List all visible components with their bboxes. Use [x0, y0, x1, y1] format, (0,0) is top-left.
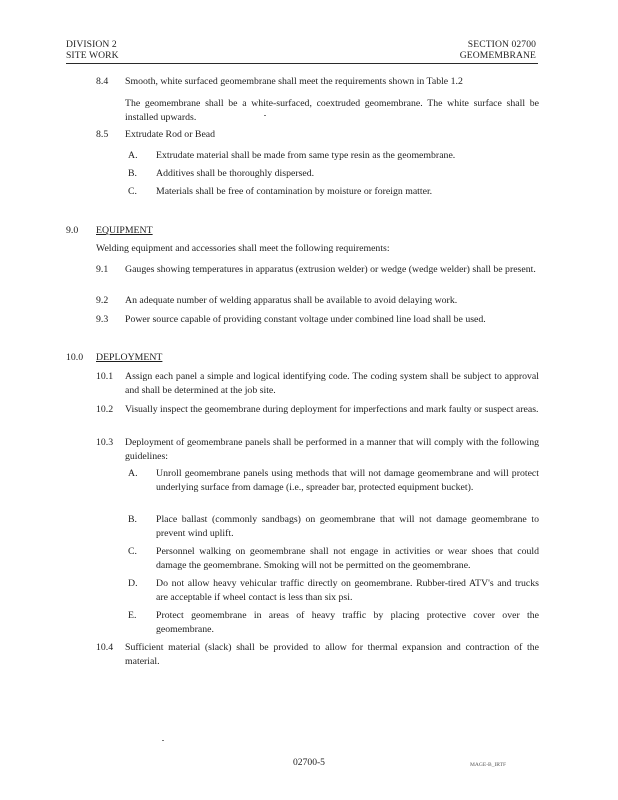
item-9-1-number: 9.1	[96, 264, 109, 275]
item-8-5-b-letter: B.	[128, 168, 137, 179]
section-9-title: EQUIPMENT	[96, 225, 153, 236]
item-10-3-number: 10.3	[96, 437, 114, 448]
item-8-5-a-letter: A.	[128, 150, 138, 161]
guideline-a-text: Unroll geomembrane panels using methods that will not damage geomembrane and will protect underlying surface from damage (i.e., spreader bar, protected equipment bucket).	[156, 468, 539, 493]
guideline-d-text: Do not allow heavy vehicular traffic directly on geomembrane. Rubber-tired ATV's and trucks are acceptable if wheel contact is less than six psi.	[156, 578, 539, 603]
division-label: DIVISION 2	[66, 39, 117, 50]
item-10-1-text: Assign each panel a simple and logical identifying code. The coding system shall be subject to approval and shall be determined at the job site.	[125, 371, 539, 396]
page-number: 02700-5	[293, 757, 325, 768]
item-10-3-text: Deployment of geomembrane panels shall be performed in a manner that will comply with the following guidelines:	[125, 437, 539, 462]
item-8-4-paragraph: The geomembrane shall be a white-surfaced, coextruded geomembrane. The white surface shall be installed upwards.	[125, 98, 539, 123]
item-9-1-text: Gauges showing temperatures in apparatus (extrusion welder) or wedge (wedge welder) shall be present.	[125, 264, 536, 275]
item-9-2-text: An adequate number of welding apparatus shall be available to avoid delaying work.	[125, 295, 458, 306]
item-8-4-number: 8.4	[96, 76, 109, 87]
item-10-2-text: Visually inspect the geomembrane during deployment for imperfections and mark faulty or suspect areas.	[125, 404, 539, 415]
file-id: MAGE-B_IRTF	[470, 762, 507, 768]
section-subject: GEOMEMBRANE	[459, 50, 536, 61]
section-9-number: 9.0	[66, 225, 79, 236]
item-10-2-number: 10.2	[96, 404, 114, 415]
header-rule	[66, 63, 538, 64]
site-work-label: SITE WORK	[66, 50, 119, 61]
guideline-c-letter: C.	[128, 546, 137, 557]
section-number: SECTION 02700	[467, 39, 536, 50]
guideline-a-letter: A.	[128, 468, 138, 479]
item-10-4-text: Sufficient material (slack) shall be provided to allow for thermal expansion and contraction of the material.	[125, 642, 539, 667]
item-8-5-b-text: Additives shall be thoroughly dispersed.	[156, 168, 315, 179]
guideline-e-text: Protect geomembrane in areas of heavy traffic by placing protective cover over the geomembrane.	[156, 610, 539, 635]
item-10-4-number: 10.4	[96, 642, 114, 653]
guideline-e-letter: E.	[128, 610, 137, 621]
item-9-3-number: 9.3	[96, 314, 109, 325]
item-8-5-title: Extrudate Rod or Bead	[125, 129, 216, 140]
section-9-intro: Welding equipment and accessories shall meet the following requirements:	[96, 243, 390, 254]
item-8-5-c-text: Materials shall be free of contamination by moisture or foreign matter.	[156, 186, 433, 197]
guideline-d-letter: D.	[128, 578, 138, 589]
item-9-3-text: Power source capable of providing constant voltage under combined line load shall be used.	[125, 314, 486, 325]
section-10-number: 10.0	[66, 352, 84, 363]
item-8-5-a-text: Extrudate material shall be made from same type resin as the geomembrane.	[156, 150, 456, 161]
item-8-5-number: 8.5	[96, 129, 109, 140]
guideline-b-text: Place ballast (commonly sandbags) on geomembrane that will not damage geomembrane to prevent wind uplift.	[156, 514, 539, 539]
item-9-2-number: 9.2	[96, 295, 109, 306]
item-10-1-number: 10.1	[96, 371, 114, 382]
section-10-title: DEPLOYMENT	[96, 352, 163, 363]
scan-speck	[264, 115, 266, 116]
item-8-5-c-letter: C.	[128, 186, 137, 197]
scan-speck	[162, 740, 164, 741]
guideline-c-text: Personnel walking on geomembrane shall not engage in activities or wear shoes that could damage the geomembrane. Smoking will not be permitted on the geomembrane.	[156, 546, 539, 571]
item-8-4-text: Smooth, white surfaced geomembrane shall meet the requirements shown in Table 1.2	[125, 76, 463, 87]
guideline-b-letter: B.	[128, 514, 137, 525]
